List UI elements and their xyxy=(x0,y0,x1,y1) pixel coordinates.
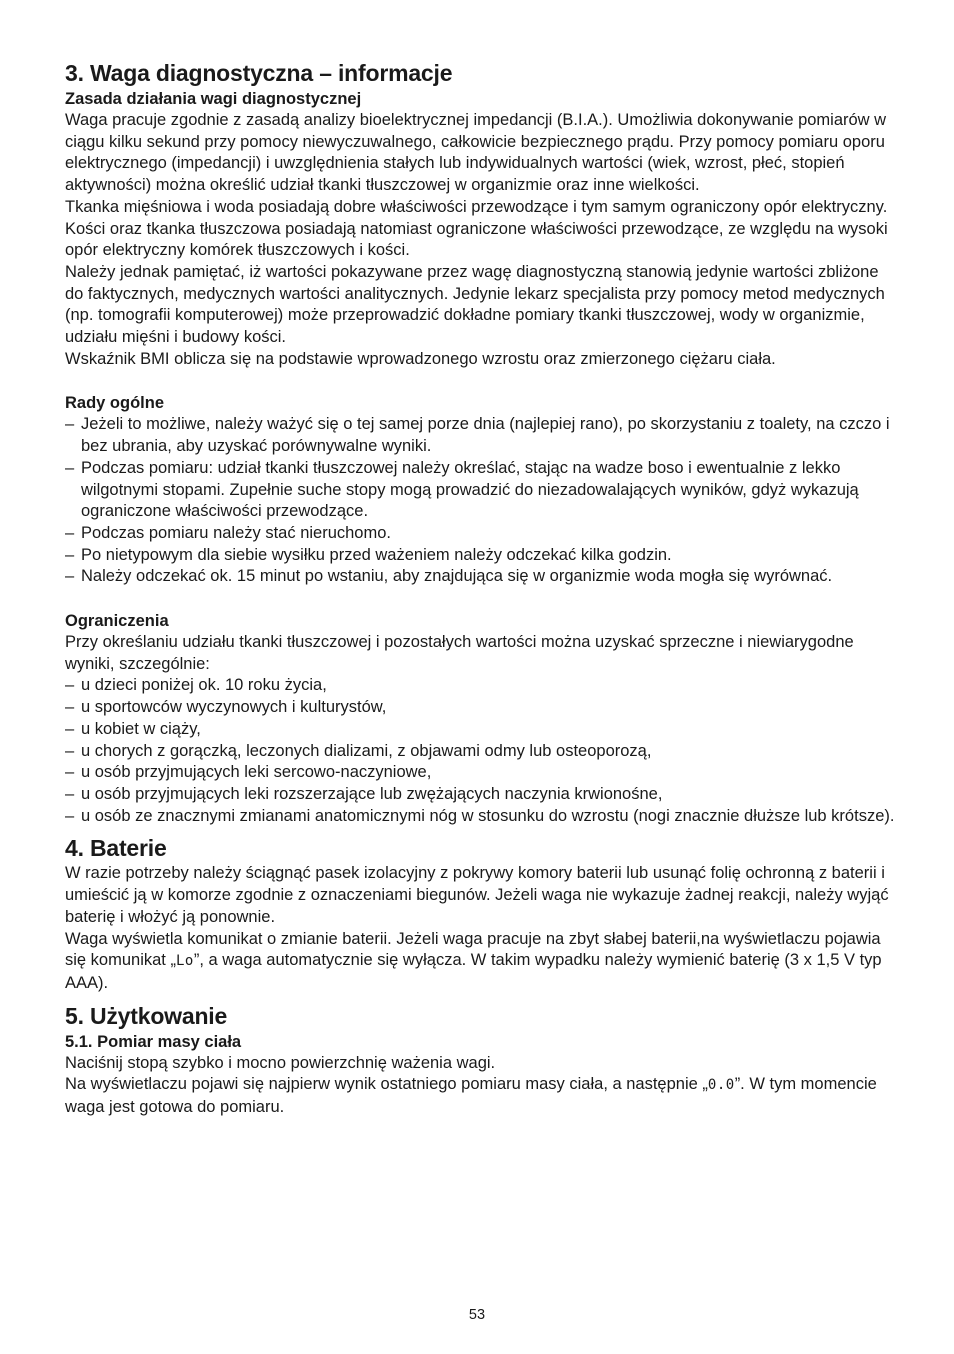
principle-heading: Zasada działania wagi diagnostycznej xyxy=(65,90,362,108)
weighing-text-after: ”. W tym momencie waga jest gotowa do pomiaru. xyxy=(65,1075,877,1117)
limitations-heading: Ograniczenia xyxy=(65,612,169,631)
lcd-lo-symbol: Lo xyxy=(175,953,194,970)
list-item: – u osób przyjmujących leki rozszerzające lub zwężających naczynia krwionośne, xyxy=(65,784,895,806)
section-4-title: 4. Baterie xyxy=(65,835,167,862)
lcd-zero-symbol: 0.0 xyxy=(707,1077,735,1094)
list-item: – Po nietypowym dla siebie wysiłku przed ważeniem należy odczekać kilka godzin. xyxy=(65,545,895,567)
section-5-title: 5. Użytkowanie xyxy=(65,1002,228,1029)
principle-paragraph: Tkanka mięśniowa i woda posiadają dobre właściwości przewodzące i tym samym ograniczony opór elektryczny. xyxy=(65,197,888,216)
list-item: – u dzieci poniżej ok. 10 roku życia, xyxy=(65,675,895,697)
limitations-intro: Przy określaniu udziału tkanki tłuszczowej i pozostałych wartości można uzyskać sprzeczne i niewiarygodne wyniki, szczególnie: xyxy=(65,633,854,673)
list-item: – u chorych z gorączką, leczonych dializami, z objawami odmy lub osteoporozą, xyxy=(65,741,895,763)
principle-body xyxy=(65,110,895,370)
batteries-text-after: ”, a waga automatycznie się wyłącza. W takim wypadku należy wymienić baterię (3 x 1,5 V typ AAA). xyxy=(65,951,882,992)
list-item: – Podczas pomiaru: udział tkanki tłuszczowej należy określać, stając na wadze boso i ewentualnie z lekko wilgotnymi stopami. Zupełnie suche stopy mogą prowadzić do niezadowalających wyników, gdyż wykazują ograniczone właściwości przewodzące. xyxy=(65,458,895,523)
batteries-paragraph-1: W razie potrzeby należy ściągnąć pasek izolacyjny z pokrywy komory baterii lub usunąć folię ochronną z baterii i umieścić ją w komorze zgodnie z oznaczeniami biegunów. Jeżeli waga nie wykazuje żadnej reakcji, należy wyjąć baterię i włożyć ją ponownie. xyxy=(65,864,889,926)
list-item: – Jeżeli to możliwe, należy ważyć się o tej samej porze dnia (najlepiej rano), po skorzystaniu z toalety, na czczo i bez ubrania, aby uzyskać porównywalne wyniki. xyxy=(65,414,895,457)
general-advice-list xyxy=(65,414,895,588)
batteries-text-before: Waga wyświetla komunikat o zmianie baterii. Jeżeli waga pracuje na zbyt słabej baterii,na wyświetlaczu pojawia się komunikat „ xyxy=(65,929,881,970)
principle-paragraph: Należy jednak pamiętać, iż wartości pokazywane przez wagę diagnostyczną stanowią jedynie wartości zbliżone do faktycznych, medycznych wartości analitycznych. Jedynie lekarz specjalista przy pomocy metod medycznych (np. tomografii komputerowej) może przeprowadzić dokładne pomiary tkanki tłuszczowej, wody w organizmie, udziału mięśni i budowy kości. xyxy=(65,262,885,347)
document-page xyxy=(65,58,895,1119)
principle-paragraph: Kości oraz tkanka tłuszczowa posiadają natomiast ograniczone właściwości przewodzące, ze względu na wysoki opór elektryczny komórek tłuszczowych i kości. xyxy=(65,219,888,260)
general-advice-heading: Rady ogólne xyxy=(65,394,165,413)
batteries-paragraph-2 xyxy=(65,929,895,995)
list-item: – Podczas pomiaru należy stać nieruchomo. xyxy=(65,523,895,545)
principle-paragraph: Wskaźnik BMI oblicza się na podstawie wprowadzonego wzrostu oraz zmierzonego ciężaru ciała. xyxy=(65,349,776,368)
weighing-paragraph-2 xyxy=(65,1074,895,1118)
list-item: – u kobiet w ciąży, xyxy=(65,719,895,741)
section-3-title: 3. Waga diagnostyczna – informacje xyxy=(65,60,453,86)
weighing-text-before: Na wyświetlaczu pojawi się najpierw wynik ostatniego pomiaru masy ciała, a następnie „ xyxy=(65,1075,708,1094)
list-item: – Należy odczekać ok. 15 minut po wstaniu, aby znajdująca się w organizmie woda mogła się wyrównać. xyxy=(65,566,895,588)
page-number: 53 xyxy=(468,1307,486,1323)
weighing-heading: 5.1. Pomiar masy ciała xyxy=(65,1032,242,1051)
list-item: – u osób przyjmujących leki sercowo-naczyniowe, xyxy=(65,762,895,784)
list-item: – u sportowców wyczynowych i kulturystów, xyxy=(65,697,895,719)
limitations-list xyxy=(65,675,895,827)
list-item: – u osób ze znacznymi zmianami anatomicznymi nóg w stosunku do wzrostu (nogi znacznie dłuższe lub krótsze). xyxy=(65,806,895,828)
principle-paragraph: Waga pracuje zgodnie z zasadą analizy bioelektrycznej impedancji (B.I.A.). Umożliwia dokonywanie pomiarów w ciągu kilku sekund przy pomocy niewyczuwalnego, całkowicie bezpiecznego prądu. Przy pomocy pomiaru oporu elektrycznego (impedancji) i uwzględnienia stałych lub indywidualnych wartości (wiek, wzrost, płeć, stopień aktywności) można określić udział tkanki tłuszczowej w organizmie oraz inne wielkości. xyxy=(65,111,887,195)
weighing-paragraph-1: Naciśnij stopą szybko i mocno powierzchnię ważenia wagi. xyxy=(65,1053,496,1072)
